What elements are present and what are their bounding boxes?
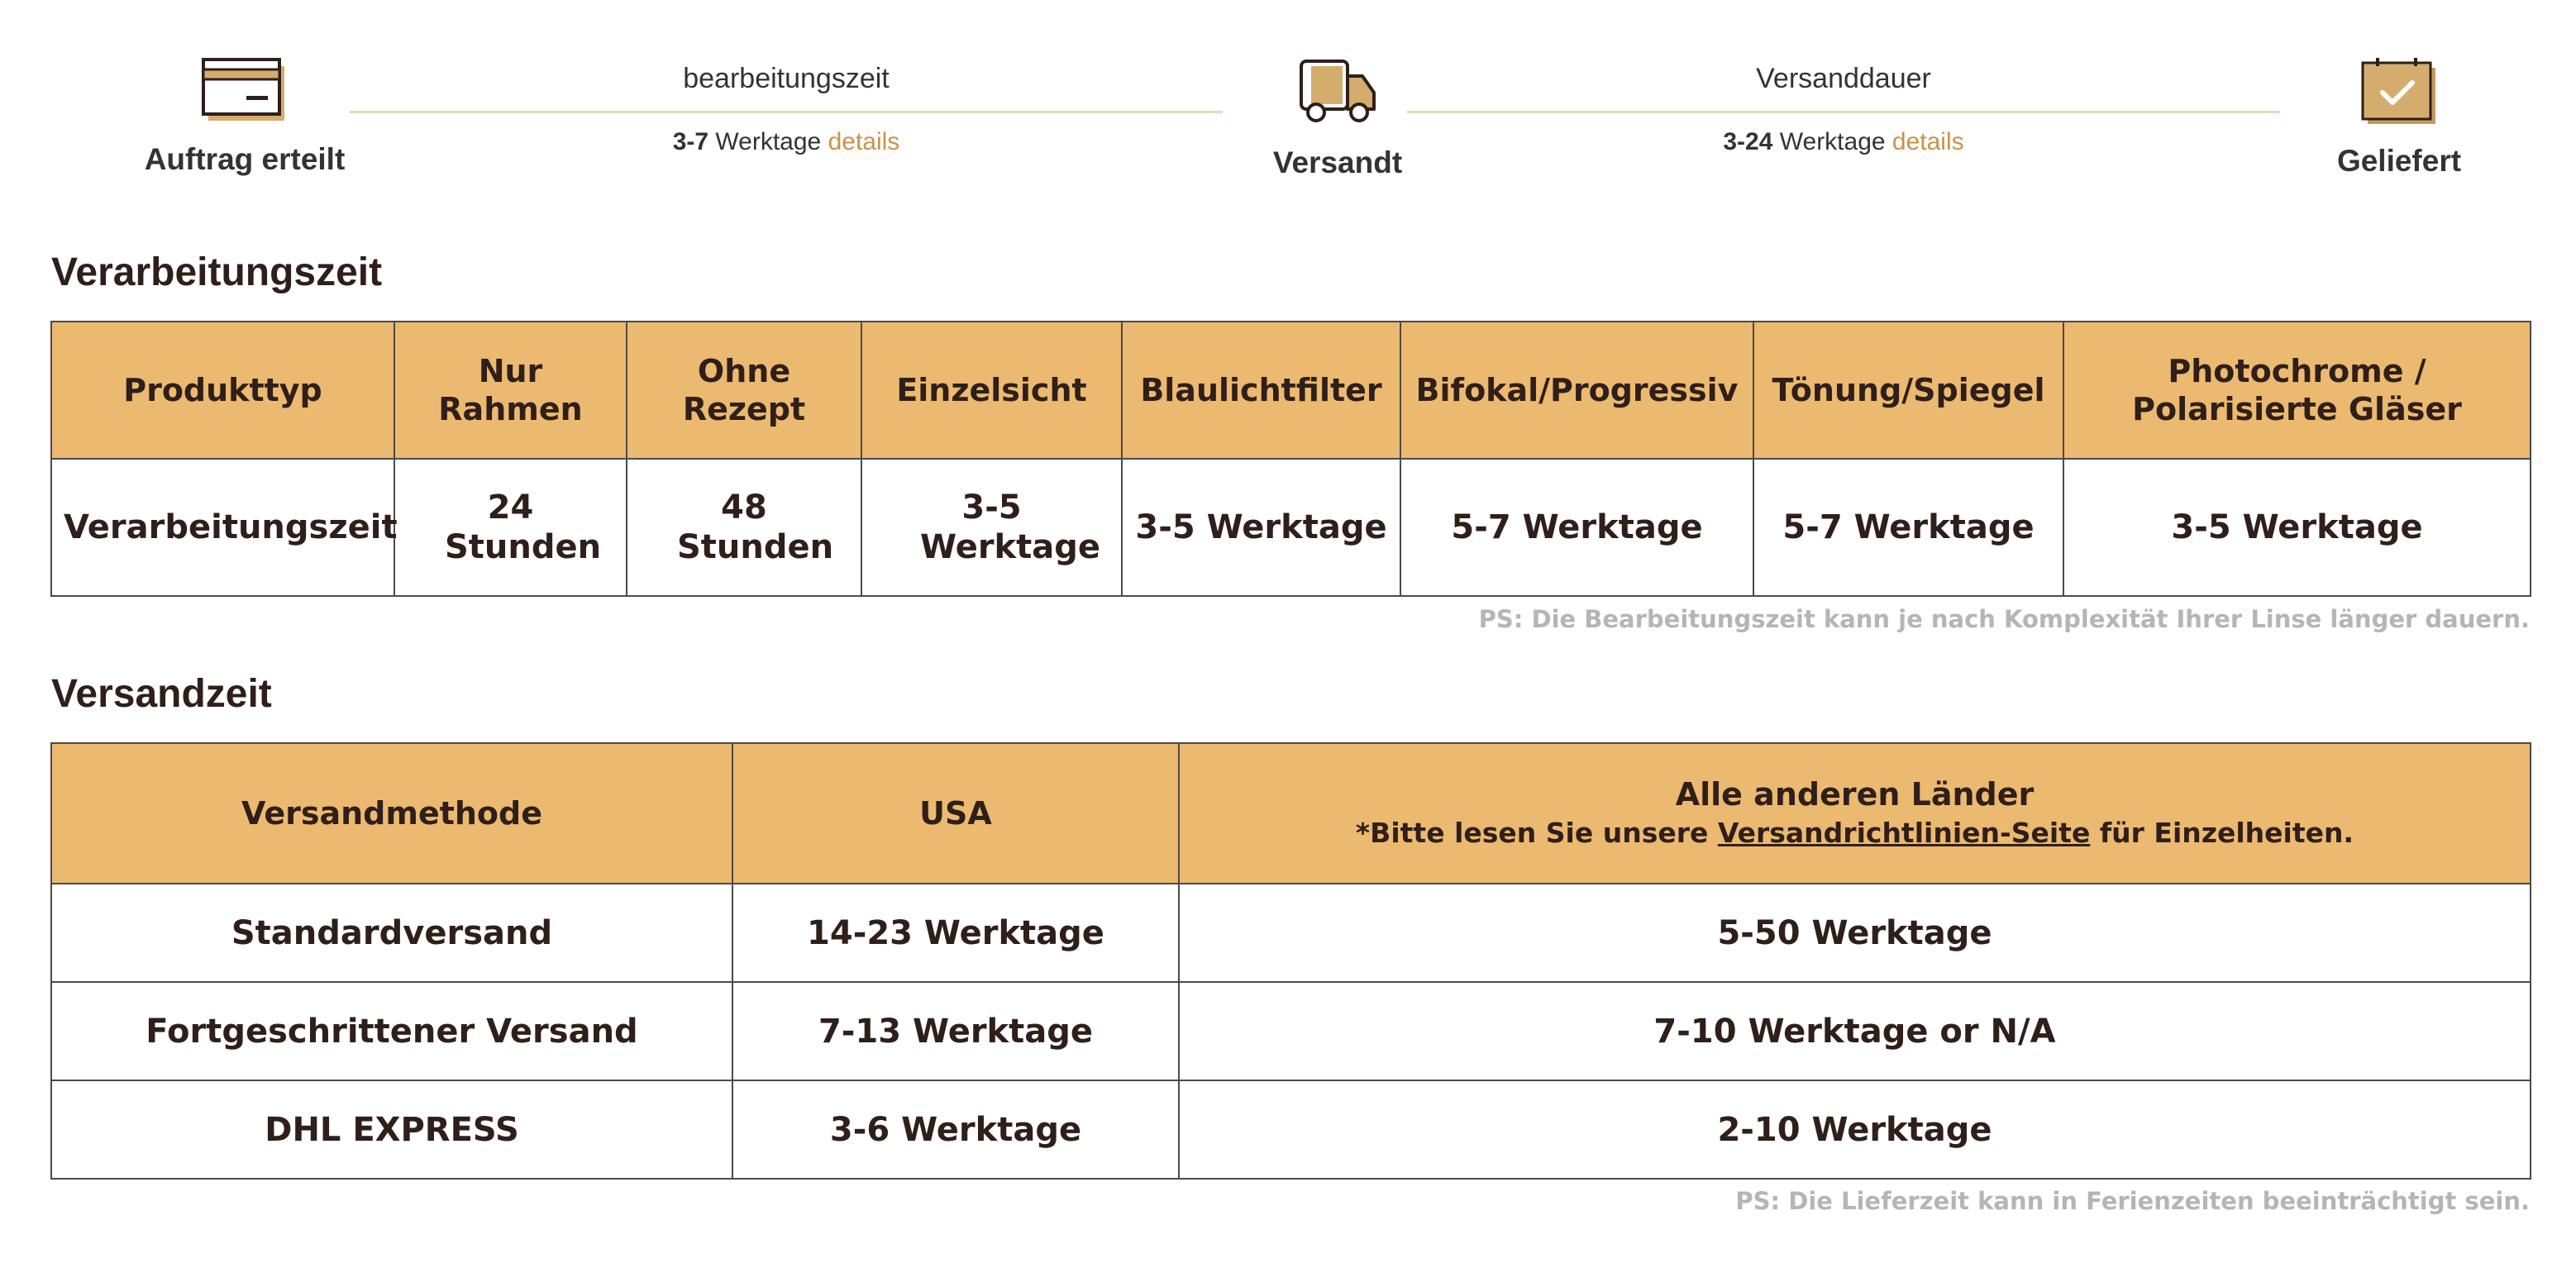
table-row [51, 459, 2531, 596]
table-cell: 3-5 Werktage [1122, 459, 1400, 596]
processing-section-title: Verarbeitungszeit [51, 250, 383, 294]
header-cell: USA [732, 743, 1179, 884]
header-cell: Ohne Rezept [627, 322, 861, 459]
shipping-time-segment [1407, 61, 2280, 156]
segment-unit: Werktage [1779, 128, 1886, 155]
table-cell: 5-7 Werktage [1753, 459, 2063, 596]
header-cell-other-countries [1179, 743, 2531, 884]
segment-range: 3-7 [672, 128, 709, 155]
segment-title: bearbeitungszeit [683, 63, 890, 94]
step-label: Geliefert [2336, 144, 2462, 178]
table-cell: DHL EXPRESS [51, 1080, 732, 1179]
table-cell: 3-5 Werktage [861, 459, 1122, 596]
header-cell: Einzelsicht [861, 322, 1122, 459]
segment-range: 3-24 [1723, 128, 1773, 155]
step-label: Auftrag erteilt [144, 142, 346, 176]
table-cell: Standardversand [51, 884, 732, 982]
shipping-details-link[interactable]: details [1891, 128, 1964, 155]
table-cell: 24 Stunden [394, 459, 627, 596]
header-subnote [1180, 814, 2530, 852]
segment-unit: Werktage [715, 128, 822, 155]
header-cell: Blaulichtfilter [1122, 322, 1400, 459]
table-cell: 5-7 Werktage [1400, 459, 1753, 596]
table-row [51, 884, 2531, 982]
processing-time-segment [350, 61, 1223, 156]
segment-title: Versanddauer [1756, 63, 1931, 94]
table-cell: Fortgeschrittener Versand [51, 982, 732, 1080]
table-cell: 5-50 Werktage [1179, 884, 2531, 982]
processing-details-link[interactable]: details [828, 128, 900, 155]
step-label: Versandt [1272, 145, 1403, 179]
segment-line [350, 111, 1223, 113]
header-cell: Versandmethode [51, 743, 732, 884]
header-cell: Produkttyp [51, 322, 394, 459]
segment-info [1407, 128, 2280, 156]
table-cell: 3-5 Werktage [2063, 459, 2531, 596]
shipping-section-title: Versandzeit [51, 672, 272, 716]
truck-icon [1298, 58, 1377, 127]
table-header-row [51, 322, 2531, 459]
table-cell: 14-23 Werktage [732, 884, 1179, 982]
table-cell: Verarbeitungszeit [51, 459, 394, 596]
table-cell: 7-13 Werktage [732, 982, 1179, 1080]
table-cell: 3-6 Werktage [732, 1080, 1179, 1179]
shipping-policy-link[interactable]: Versandrichtlinien-Seite [1717, 817, 2091, 849]
processing-note: PS: Die Bearbeitungszeit kann je nach Komplexität Ihrer Linse länger dauern. [1478, 605, 2530, 633]
processing-time-table [50, 321, 2531, 597]
table-row [51, 982, 2531, 1080]
subnote-prefix: *Bitte lesen Sie unsere [1355, 817, 1718, 849]
calendar-check-icon [2361, 58, 2437, 126]
header-cell: Photochrome / Polarisierte Gläser [2063, 322, 2531, 459]
segment-line [1407, 111, 2280, 113]
header-cell: Nur Rahmen [394, 322, 627, 459]
table-row [51, 1080, 2531, 1179]
step-order-placed [112, 58, 377, 177]
shipping-time-table [50, 742, 2531, 1180]
table-header-row [51, 743, 2531, 884]
shipping-note: PS: Die Lieferzeit kann in Ferienzeiten beeinträchtigt sein. [1735, 1187, 2530, 1215]
table-cell: 2-10 Werktage [1179, 1080, 2531, 1179]
segment-info [350, 128, 1223, 156]
credit-card-icon [202, 58, 288, 124]
header-cell: Bifokal/Progressiv [1400, 322, 1753, 459]
header-cell: Tönung/Spiegel [1753, 322, 2063, 459]
header-label: Alle anderen Länder [1675, 776, 2035, 813]
subnote-suffix: für Einzelheiten. [2090, 817, 2354, 849]
step-delivered [2267, 58, 2531, 179]
table-cell: 48 Stunden [627, 459, 861, 596]
table-cell: 7-10 Werktage or N/A [1179, 982, 2531, 1080]
order-timeline [0, 0, 2576, 198]
